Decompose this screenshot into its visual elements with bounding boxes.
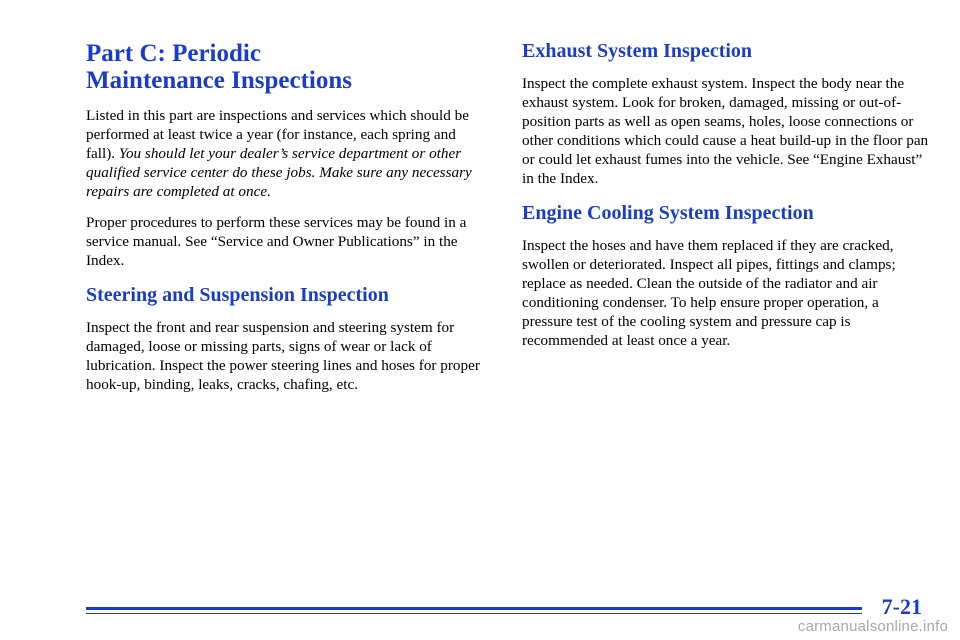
steering-paragraph: Inspect the front and rear suspension and steering system for damaged, loose or missing parts, signs of wear or lack of lubrication. Inspect the power steering lines and hoses for proper hook-up, binding, leaks, cracks, chafing, etc. bbox=[86, 319, 480, 393]
steering-heading: Steering and Suspension Inspection bbox=[86, 284, 389, 306]
exhaust-heading: Exhaust System Inspection bbox=[522, 40, 753, 62]
intro-text: Listed in this part are inspections and services which should be performed at least twice a year (for instance, each spring and fall). bbox=[86, 107, 469, 162]
footer-rule-thick bbox=[86, 607, 862, 610]
watermark-text: carmanualsonline.info bbox=[797, 618, 948, 635]
page-title bbox=[86, 40, 486, 94]
exhaust-paragraph: Inspect the complete exhaust system. Inspect the body near the exhaust system. Look for broken, damaged, missing or out-of-position parts as well as open seams, holes, loose connections or other conditions which could cause a heat build-up in the floor pan or could let exhaust fumes into the vehicle. See “Engine Exhaust” in the Index. bbox=[522, 75, 929, 187]
right-column bbox=[522, 40, 932, 350]
cooling-heading: Engine Cooling System Inspection bbox=[522, 202, 814, 224]
page-title-line1: Part C: Periodic bbox=[86, 40, 261, 67]
cooling-paragraph: Inspect the hoses and have them replaced if they are cracked, swollen or deteriorated. Inspect all pipes, fittings and clamps; replace as needed. Clean the outside of the radiator and air conditioning condenser. To help ensure proper operation, a pressure test of the cooling system and pressure cap is recommended at least once a year. bbox=[522, 237, 896, 349]
page-number: 7-21 bbox=[881, 594, 922, 619]
page-title-line2: Maintenance Inspections bbox=[86, 67, 352, 94]
footer-rule-thin bbox=[86, 613, 862, 614]
left-column bbox=[86, 40, 486, 394]
intro-italic-text: You should let your dealer’s service department or other qualified service center do these jobs. Make sure any necessary repairs are completed at once. bbox=[86, 145, 472, 200]
intro-paragraph bbox=[86, 106, 486, 201]
procedures-paragraph: Proper procedures to perform these services may be found in a service manual. See “Service and Owner Publications” in the Index. bbox=[86, 214, 467, 269]
